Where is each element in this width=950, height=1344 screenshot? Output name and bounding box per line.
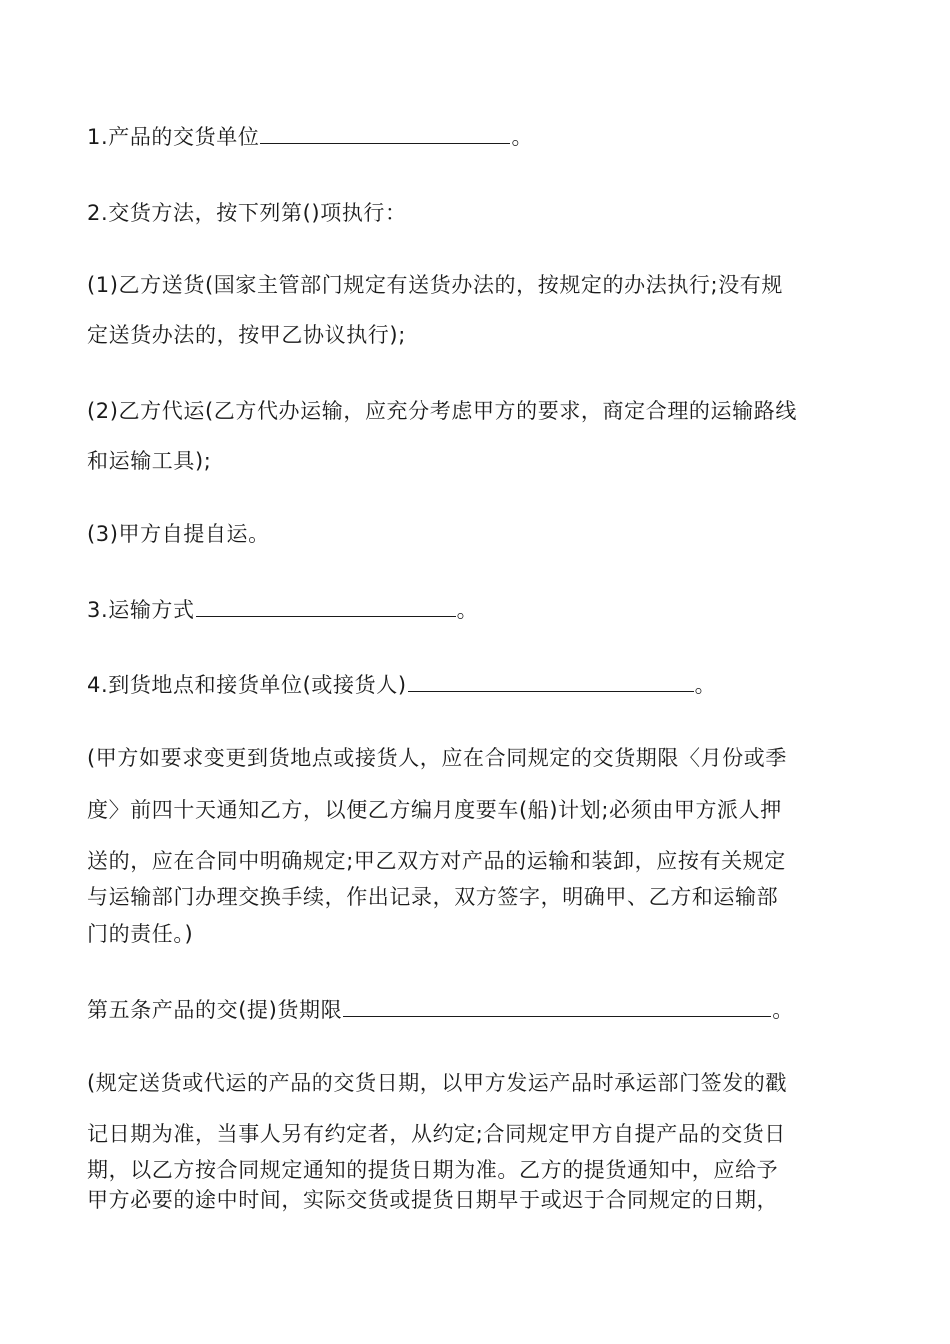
article-5-label: 第五条产品的交(提)货期限	[87, 998, 343, 1022]
note-1-line-2: 度〉前四十天通知乙方，以便乙方编月度要车(船)计划;必须由甲方派人押	[87, 798, 782, 822]
destination-label: 4.到货地点和接货单位(或接货人)	[87, 673, 407, 697]
option-2-line-2: 和运输工具);	[87, 449, 212, 473]
delivery-unit-end: 。	[511, 125, 534, 149]
option-1-line-2: 定送货办法的，按甲乙协议执行);	[87, 323, 406, 347]
delivery-unit-blank[interactable]	[260, 125, 510, 144]
destination-end: 。	[694, 673, 717, 697]
transport-method-blank[interactable]	[196, 598, 456, 617]
delivery-unit-label: 1.产品的交货单位	[87, 125, 260, 149]
note-1-line-3: 送的，应在合同中明确规定;甲乙双方对产品的运输和装卸，应按有关规定	[87, 849, 786, 873]
transport-method-label: 3.运输方式	[87, 598, 195, 622]
destination-line	[87, 672, 716, 698]
note-1-line-4: 与运输部门办理交换手续，作出记录，双方签字，明确甲、乙方和运输部	[87, 885, 779, 909]
article-5-blank[interactable]	[343, 998, 771, 1017]
article-5-line	[87, 997, 794, 1023]
note-2-line-3: 期，以乙方按合同规定通知的提货日期为准。乙方的提货通知中，应给予	[87, 1158, 779, 1182]
note-2-line-1: (规定送货或代运的产品的交货日期，以甲方发运产品时承运部门签发的戳	[87, 1071, 787, 1095]
delivery-unit-line	[87, 124, 533, 150]
article-5-end: 。	[772, 998, 794, 1022]
transport-method-line	[87, 597, 478, 623]
note-2-line-4: 甲方必要的途中时间，实际交货或提货日期早于或迟于合同规定的日期，	[87, 1188, 779, 1212]
option-2-line-1: (2)乙方代运(乙方代办运输，应充分考虑甲方的要求，商定合理的运输路线	[87, 399, 797, 423]
option-3-line: (3)甲方自提自运。	[87, 522, 270, 546]
note-2-line-2: 记日期为准，当事人另有约定者，从约定;合同规定甲方自提产品的交货日	[87, 1122, 786, 1146]
transport-method-end: 。	[456, 598, 479, 622]
note-1-line-5: 门的责任。)	[87, 922, 194, 946]
delivery-method-heading: 2.交货方法，按下列第()项执行：	[87, 201, 407, 225]
destination-blank[interactable]	[408, 673, 694, 692]
option-1-line-1: (1)乙方送货(国家主管部门规定有送货办法的，按规定的办法执行;没有规	[87, 273, 784, 297]
note-1-line-1: (甲方如要求变更到货地点或接货人，应在合同规定的交货期限〈月份或季	[87, 746, 787, 770]
